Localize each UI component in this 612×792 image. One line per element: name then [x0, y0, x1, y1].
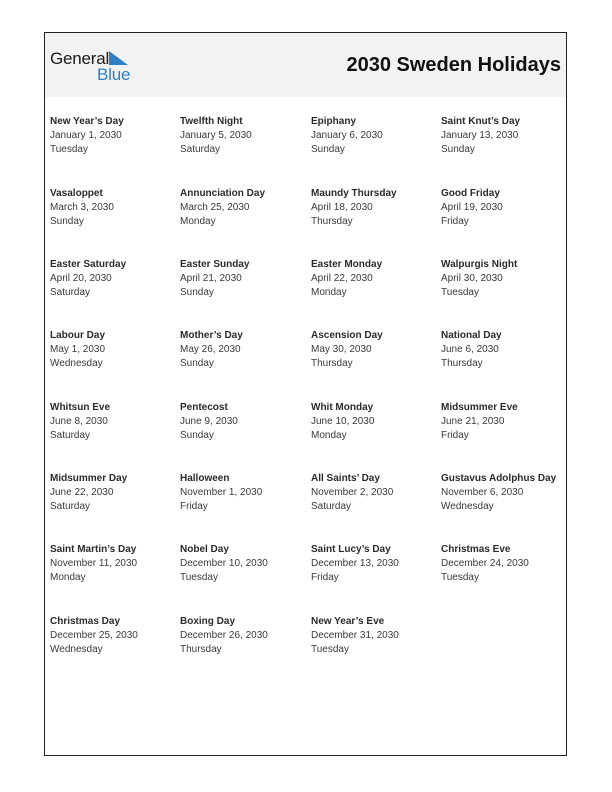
holiday-entry: [180, 401, 308, 449]
holiday-weekday: Monday: [50, 572, 86, 584]
holiday-weekday: Saturday: [50, 287, 91, 299]
holiday-entry: [50, 615, 178, 663]
holiday-date: May 1, 2030: [50, 344, 106, 356]
holiday-name: Halloween: [180, 473, 230, 484]
holiday-name: Saint Martin’s Day: [50, 544, 137, 555]
holiday-entry: [50, 543, 178, 591]
holiday-name: New Year’s Day: [50, 116, 124, 127]
holiday-date: March 25, 2030: [180, 202, 250, 214]
holiday-entry: [311, 615, 439, 663]
holiday-date: November 1, 2030: [180, 487, 263, 499]
holiday-weekday: Sunday: [311, 144, 345, 156]
holiday-date: January 1, 2030: [50, 130, 122, 142]
holiday-date: June 6, 2030: [441, 344, 499, 356]
holiday-weekday: Sunday: [50, 216, 84, 228]
holiday-name: Midsummer Eve: [441, 402, 518, 413]
holiday-entry: [50, 401, 178, 449]
generalblue-logo[interactable]: [50, 49, 140, 83]
holiday-name: Walpurgis Night: [441, 259, 518, 270]
holiday-weekday: Friday: [441, 216, 469, 228]
holiday-entry: [441, 543, 569, 591]
holiday-name: Easter Sunday: [180, 259, 250, 270]
holiday-entry: [50, 115, 178, 163]
holiday-entry: [311, 543, 439, 591]
holiday-name: Whitsun Eve: [50, 402, 111, 413]
holiday-date: April 22, 2030: [311, 273, 373, 285]
holiday-weekday: Friday: [441, 430, 469, 442]
holiday-entry: [180, 258, 308, 306]
holiday-date: December 24, 2030: [441, 558, 529, 570]
holiday-name: Saint Knut’s Day: [441, 116, 521, 127]
holiday-name: Christmas Day: [50, 616, 121, 627]
holiday-name: Twelfth Night: [180, 116, 243, 127]
holiday-date: May 26, 2030: [180, 344, 241, 356]
holiday-name: Nobel Day: [180, 544, 229, 555]
holiday-name: Annunciation Day: [180, 188, 266, 199]
holiday-name: Saint Lucy’s Day: [311, 544, 391, 555]
holiday-entry: [50, 258, 178, 306]
holiday-entry: [180, 543, 308, 591]
holiday-entry: [180, 615, 308, 663]
holiday-entry: [441, 401, 569, 449]
holiday-name: All Saints’ Day: [311, 473, 380, 484]
holiday-date: December 10, 2030: [180, 558, 268, 570]
holiday-name: Whit Monday: [311, 402, 374, 413]
holiday-weekday: Tuesday: [441, 572, 479, 584]
holiday-weekday: Tuesday: [441, 287, 479, 299]
holiday-weekday: Saturday: [50, 430, 91, 442]
holiday-weekday: Sunday: [180, 358, 214, 370]
holiday-date: April 18, 2030: [311, 202, 373, 214]
holiday-name: Midsummer Day: [50, 473, 128, 484]
holiday-name: Maundy Thursday: [311, 188, 397, 199]
holiday-weekday: Saturday: [180, 144, 221, 156]
holiday-name: Labour Day: [50, 330, 106, 341]
holiday-weekday: Sunday: [180, 430, 214, 442]
holiday-date: April 20, 2030: [50, 273, 112, 285]
holiday-date: December 26, 2030: [180, 630, 268, 642]
holiday-weekday: Wednesday: [441, 501, 494, 513]
holiday-weekday: Tuesday: [50, 144, 88, 156]
holiday-weekday: Thursday: [441, 358, 483, 370]
calendar-page: [44, 32, 567, 756]
holiday-entry: [50, 472, 178, 520]
holiday-weekday: Monday: [311, 287, 347, 299]
holiday-date: January 6, 2030: [311, 130, 383, 142]
holiday-name: Vasaloppet: [50, 188, 103, 199]
holiday-entry: [180, 472, 308, 520]
holiday-date: January 5, 2030: [180, 130, 252, 142]
holiday-entry: [180, 115, 308, 163]
holiday-weekday: Monday: [180, 216, 216, 228]
holiday-weekday: Saturday: [50, 501, 91, 513]
holiday-weekday: Thursday: [311, 216, 353, 228]
holiday-entry: [441, 115, 569, 163]
holiday-weekday: Sunday: [180, 287, 214, 299]
holiday-name: National Day: [441, 330, 502, 341]
holiday-name: Easter Saturday: [50, 259, 127, 270]
holiday-weekday: Friday: [180, 501, 208, 513]
holiday-entry: [441, 472, 569, 520]
holiday-weekday: Wednesday: [50, 358, 103, 370]
holiday-entry: [311, 115, 439, 163]
holiday-date: June 9, 2030: [180, 416, 238, 428]
logo-text-blue: Blue: [97, 65, 131, 84]
holiday-date: April 30, 2030: [441, 273, 503, 285]
holiday-weekday: Monday: [311, 430, 347, 442]
logo-text-general: General: [50, 49, 110, 68]
holiday-entry: [180, 329, 308, 377]
holiday-weekday: Friday: [311, 572, 339, 584]
holiday-entry: [311, 258, 439, 306]
holiday-date: June 22, 2030: [50, 487, 114, 499]
holiday-entry: [441, 258, 569, 306]
holiday-weekday: Tuesday: [180, 572, 218, 584]
holiday-entry: [180, 187, 308, 235]
holiday-entry: [311, 187, 439, 235]
holiday-date: December 31, 2030: [311, 630, 399, 642]
holiday-date: June 21, 2030: [441, 416, 505, 428]
holiday-weekday: Saturday: [311, 501, 352, 513]
holiday-weekday: Thursday: [180, 644, 222, 656]
holiday-weekday: Tuesday: [311, 644, 349, 656]
holiday-name: Mother’s Day: [180, 330, 243, 341]
holiday-name: Ascension Day: [311, 330, 383, 341]
holiday-date: November 2, 2030: [311, 487, 394, 499]
holiday-date: May 30, 2030: [311, 344, 372, 356]
holiday-date: April 21, 2030: [180, 273, 242, 285]
holiday-name: Gustavus Adolphus Day: [441, 473, 557, 484]
holiday-entry: [50, 187, 178, 235]
holiday-grid: [50, 115, 570, 675]
holiday-weekday: Wednesday: [50, 644, 103, 656]
holiday-entry: [50, 329, 178, 377]
holiday-entry: [311, 401, 439, 449]
page-header: [45, 33, 566, 97]
page-title: 2030 Sweden Holidays: [346, 54, 561, 76]
holiday-date: March 3, 2030: [50, 202, 114, 214]
holiday-date: January 13, 2030: [441, 130, 519, 142]
holiday-date: April 19, 2030: [441, 202, 503, 214]
holiday-date: June 8, 2030: [50, 416, 108, 428]
holiday-name: New Year’s Eve: [311, 616, 385, 627]
holiday-date: December 13, 2030: [311, 558, 399, 570]
holiday-name: Christmas Eve: [441, 544, 511, 555]
holiday-name: Easter Monday: [311, 259, 383, 270]
holiday-entry: [311, 472, 439, 520]
holiday-weekday: Thursday: [311, 358, 353, 370]
holiday-entry: [441, 187, 569, 235]
holiday-entry: [441, 329, 569, 377]
holiday-date: November 11, 2030: [50, 558, 138, 570]
holiday-date: June 10, 2030: [311, 416, 375, 428]
holiday-date: November 6, 2030: [441, 487, 524, 499]
holiday-name: Pentecost: [180, 402, 228, 413]
holiday-name: Good Friday: [441, 188, 500, 199]
holiday-date: December 25, 2030: [50, 630, 138, 642]
holiday-entry: [311, 329, 439, 377]
holiday-name: Epiphany: [311, 116, 357, 127]
holiday-weekday: Sunday: [441, 144, 475, 156]
holiday-name: Boxing Day: [180, 616, 236, 627]
